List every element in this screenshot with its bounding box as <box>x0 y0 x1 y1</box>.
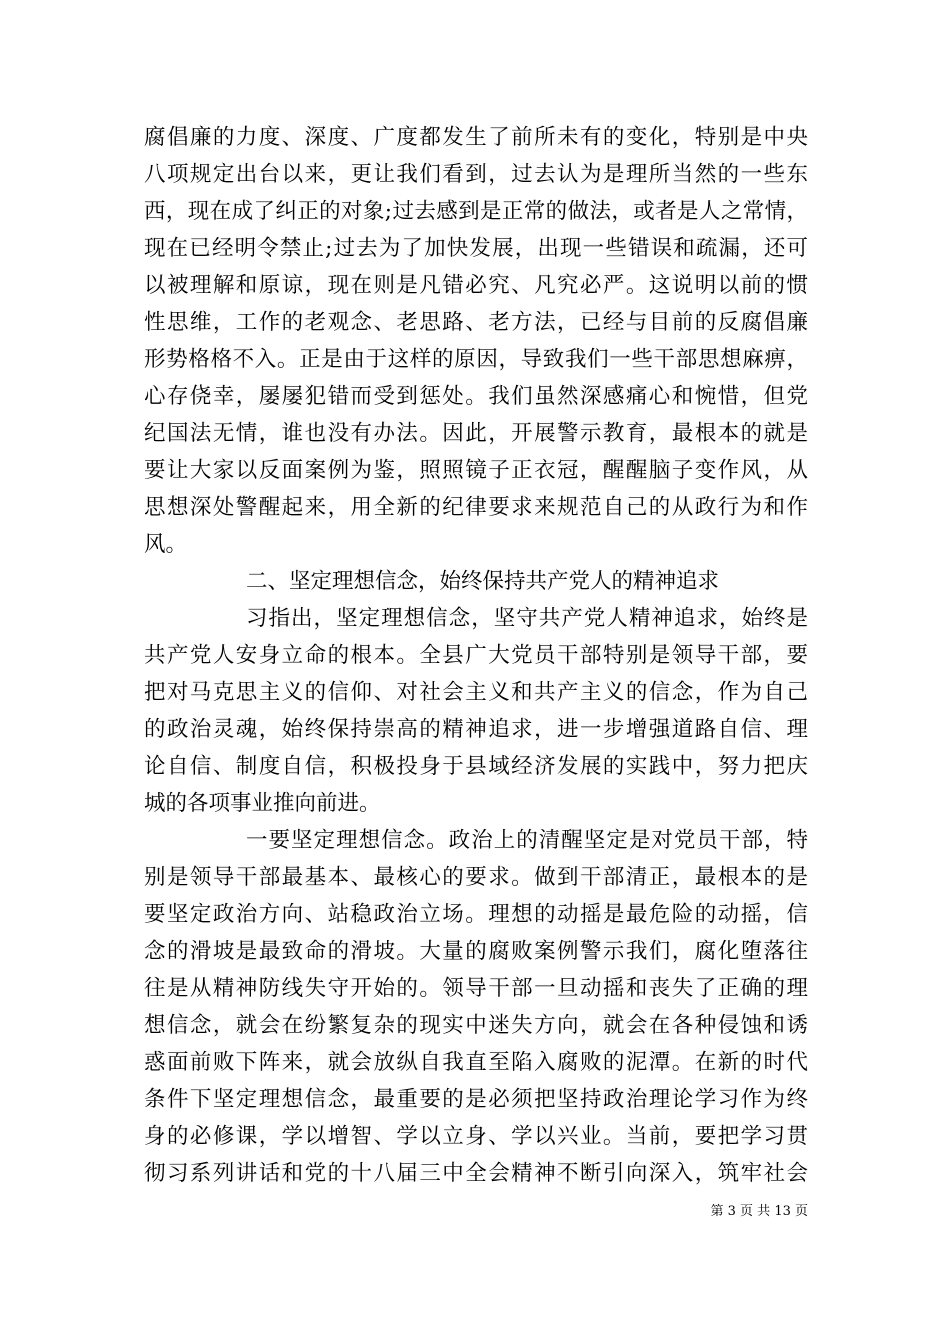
body-line-23: 念的滑坡是最致命的滑坡。大量的腐败案例警示我们，腐化堕落往 <box>144 939 808 964</box>
body-line-8: 心存侥幸，屡屡犯错而受到惩处。我们虽然深感痛心和惋惜，但党 <box>144 384 808 409</box>
body-line-27: 条件下坚定理想信念，最重要的是必须把坚持政治理论学习作为终 <box>144 1087 808 1112</box>
body-line-28: 身的必修课，学以增智、学以立身、学以兴业。当前，要把学习贯 <box>144 1124 808 1149</box>
body-line-18: 论自信、制度自信，积极投身于县域经济发展的实践中，努力把庆 <box>144 754 808 779</box>
body-line-21: 别是领导干部最基本、最核心的要求。做到干部清正，最根本的是 <box>144 865 808 890</box>
body-line-3: 西，现在成了纠正的对象;过去感到是正常的做法，或者是人之常情， <box>144 199 808 224</box>
body-line-4: 现在已经明令禁止;过去为了加快发展，出现一些错误和疏漏，还可 <box>144 236 808 261</box>
body-line-25: 想信念，就会在纷繁复杂的现实中迷失方向，就会在各种侵蚀和诱 <box>144 1013 808 1038</box>
body-line-24: 往是从精神防线失守开始的。领导干部一旦动摇和丧失了正确的理 <box>144 976 808 1001</box>
body-line-6: 性思维，工作的老观念、老思路、老方法，已经与目前的反腐倡廉 <box>144 310 808 335</box>
body-line-20: 一要坚定理想信念。政治上的清醒坚定是对党员干部，特 <box>246 828 808 853</box>
body-line-14: 习指出，坚定理想信念，坚守共产党人精神追求，始终是 <box>246 606 808 631</box>
body-line-17: 的政治灵魂，始终保持崇高的精神追求，进一步增强道路自信、理 <box>144 717 808 742</box>
body-line-9: 纪国法无情，谁也没有办法。因此，开展警示教育，最根本的就是 <box>144 421 808 446</box>
body-line-10: 要让大家以反面案例为鉴，照照镜子正衣冠，醒醒脑子变作风，从 <box>144 458 808 483</box>
body-line-22: 要坚定政治方向、站稳政治立场。理想的动摇是最危险的动摇，信 <box>144 902 808 927</box>
body-line-29: 彻习系列讲话和党的十八届三中全会精神不断引向深入，筑牢社会 <box>144 1161 808 1186</box>
body-line-1: 腐倡廉的力度、深度、广度都发生了前所未有的变化，特别是中央 <box>144 125 808 150</box>
body-line-11: 思想深处警醒起来，用全新的纪律要求来规范自己的从政行为和作 <box>144 495 808 520</box>
body-line-15: 共产党人安身立命的根本。全县广大党员干部特别是领导干部，要 <box>144 643 808 668</box>
body-line-7: 形势格格不入。正是由于这样的原因，导致我们一些干部思想麻痹， <box>144 347 808 372</box>
body-line-5: 以被理解和原谅，现在则是凡错必究、凡究必严。这说明以前的惯 <box>144 273 808 298</box>
body-line-12: 风。 <box>144 532 188 557</box>
body-line-26: 惑面前败下阵来，就会放纵自我直至陷入腐败的泥潭。在新的时代 <box>144 1050 808 1075</box>
body-line-16: 把对马克思主义的信仰、对社会主义和共产主义的信念，作为自己 <box>144 680 808 705</box>
page-number-footer: 第 3 页 共 13 页 <box>710 1204 808 1219</box>
body-line-2: 八项规定出台以来，更让我们看到，过去认为是理所当然的一些东 <box>144 162 808 187</box>
section-heading: 二、坚定理想信念，始终保持共产党人的精神追求 <box>246 569 720 594</box>
body-line-19: 城的各项事业推向前进。 <box>144 791 381 816</box>
